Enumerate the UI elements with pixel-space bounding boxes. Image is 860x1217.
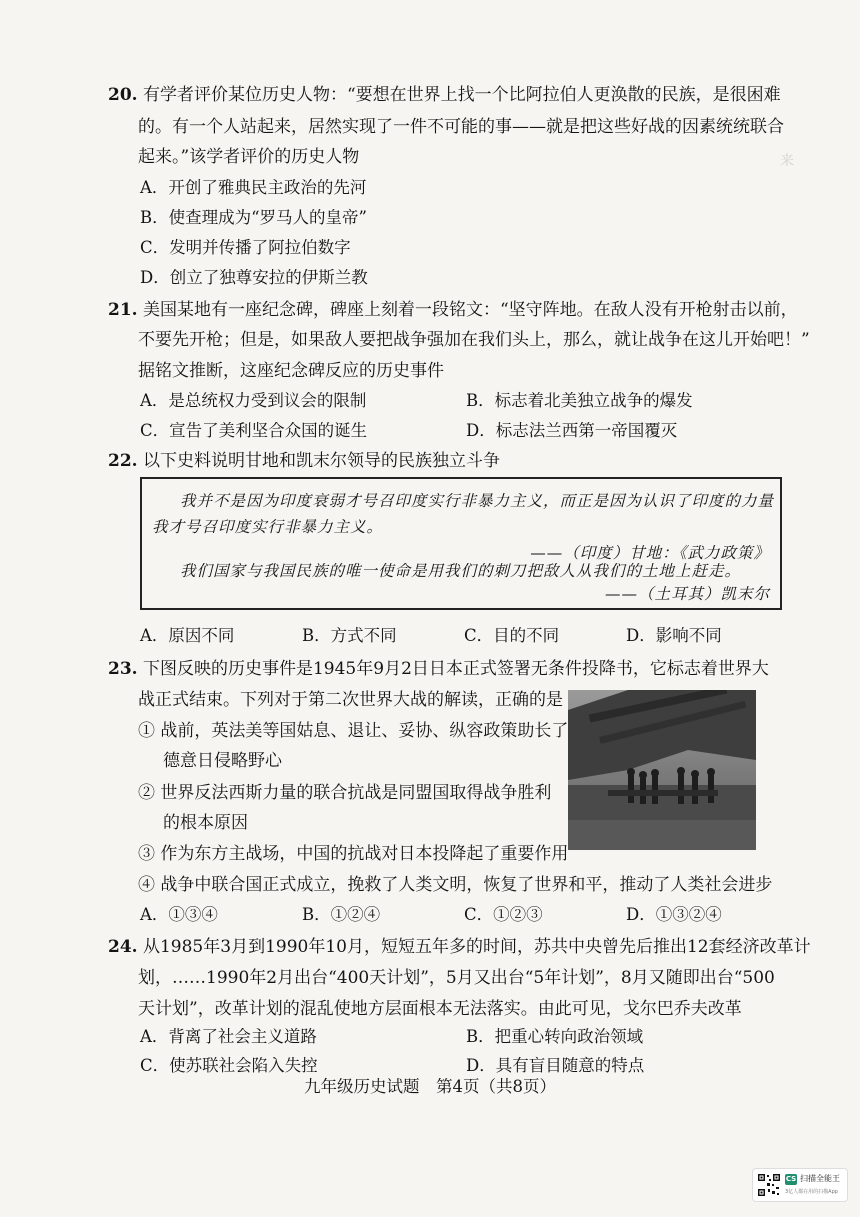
q21-option-c: C．宣告了美利坚合众国的诞生 [140, 421, 368, 440]
q23-option-b: B．①②④ [302, 905, 381, 924]
q24-line1: 24. 从1985年3月到1990年10月，短短五年多的时间，苏共中央曾先后推出12套经济改革计 [108, 937, 811, 957]
q20-option-b: B．使查理成为“罗马人的皇帝” [140, 208, 367, 227]
badge-title: 扫描全能王 [800, 1174, 840, 1183]
q20-option-c: C．发明并传播了阿拉伯数字 [140, 238, 351, 257]
q21-line2: 不要先开枪；但是，如果敌人要把战争强加在我们头上，那么，就让战争在这儿开始吧！” [138, 330, 810, 350]
qr-code-icon [757, 1173, 781, 1197]
q23-option-d: D．①③②④ [626, 905, 722, 924]
q23-line1: 23. 下图反映的历史事件是1945年9月2日日本正式签署无条件投降书，它标志着世界大 [108, 659, 769, 679]
q24-line3: 天计划”，改革计划的混乱使地方层面根本无法落实。由此可见，戈尔巴乔夫改革 [138, 999, 742, 1019]
surrender-ceremony-photo [568, 690, 756, 850]
quote-kemal-source: ——（土耳其）凯末尔 [604, 585, 770, 603]
q21-line3: 据铭文推断，这座纪念碑反应的历史事件 [138, 361, 444, 381]
q24-option-b: B．把重心转向政治领域 [466, 1027, 644, 1046]
q20-option-d: D．创立了独尊安拉的伊斯兰教 [140, 268, 368, 287]
q23-item2a: ② 世界反法西斯力量的联合抗战是同盟国取得战争胜利 [138, 783, 552, 803]
q23-item3: ③ 作为东方主战场，中国的抗战对日本投降起了重要作用 [138, 844, 569, 864]
quote-kemal: 我们国家与我国民族的唯一使命是用我们的刺刀把敌人从我们的土地上赶走。 [180, 562, 742, 580]
q20-line1: 20. 有学者评价某位历史人物：“要想在世界上找一个比阿拉伯人更涣散的民族，是很困难 [108, 85, 781, 105]
q20-option-a: A．开创了雅典民主政治的先河 [140, 178, 367, 197]
camscanner-logo-icon: CS [785, 1175, 797, 1183]
q24-line2: 划，……1990年2月出台“400天计划”，5月又出台“5年计划”，8月又随即出台“500 [138, 968, 775, 988]
q24-option-a: A．背离了社会主义道路 [140, 1027, 317, 1046]
quote-gandhi-line1: 我并不是因为印度衰弱才号召印度实行非暴力主义，而正是因为认识了印度的力量 [180, 492, 775, 510]
q21-option-a: A．是总统权力受到议会的限制 [140, 391, 367, 410]
quote-gandhi-source: ——（印度）甘地：《武力政策》 [530, 544, 770, 562]
q20-line3: 起来。”该学者评价的历史人物 [138, 147, 360, 167]
q21-option-b: B．标志着北美独立战争的爆发 [466, 391, 693, 410]
q22-option-c: C．目的不同 [464, 626, 560, 645]
quote-gandhi-line2: 我才号召印度实行非暴力主义。 [152, 518, 384, 536]
q23-item1a: ① 战前，英法美等国姑息、退让、妥协、纵容政策助长了 [138, 721, 569, 741]
source-quote-box [140, 477, 782, 610]
bleed-through-text: 来 [780, 153, 794, 169]
q22-line1: 22. 以下史料说明甘地和凯末尔领导的民族独立斗争 [108, 451, 500, 471]
q23-item4: ④ 战争中联合国正式成立，挽救了人类文明，恢复了世界和平，推动了人类社会进步 [138, 875, 773, 895]
q21-option-d: D．标志法兰西第一帝国覆灭 [466, 421, 678, 440]
badge-subtitle: 3亿人都在用的扫描App [785, 1189, 838, 1195]
q22-option-d: D．影响不同 [626, 626, 722, 645]
q21-line1: 21. 美国某地有一座纪念碑，碑座上刻着一段铭文：“坚守阵地。在敌人没有开枪射击以前， [108, 300, 798, 320]
q24-option-c: C．使苏联社会陷入失控 [140, 1056, 318, 1075]
q23-line2: 战正式结束。下列对于第二次世界大战的解读，正确的是 [138, 690, 563, 710]
q23-option-a: A．①③④ [140, 905, 218, 924]
q23-item1b: 德意日侵略野心 [163, 751, 282, 771]
q23-item2b: 的根本原因 [163, 813, 248, 833]
scanner-watermark-badge [752, 1168, 848, 1202]
q24-option-d: D．具有盲目随意的特点 [466, 1056, 645, 1075]
q22-option-b: B．方式不同 [302, 626, 397, 645]
q22-option-a: A．原因不同 [140, 626, 235, 645]
page-footer: 九年级历史试题 第4页（共8页） [304, 1077, 556, 1096]
q23-option-c: C．①②③ [464, 905, 543, 924]
q20-line2: 的。有一个人站起来，居然实现了一件不可能的事——就是把这些好战的因素统统联合 [138, 117, 784, 137]
